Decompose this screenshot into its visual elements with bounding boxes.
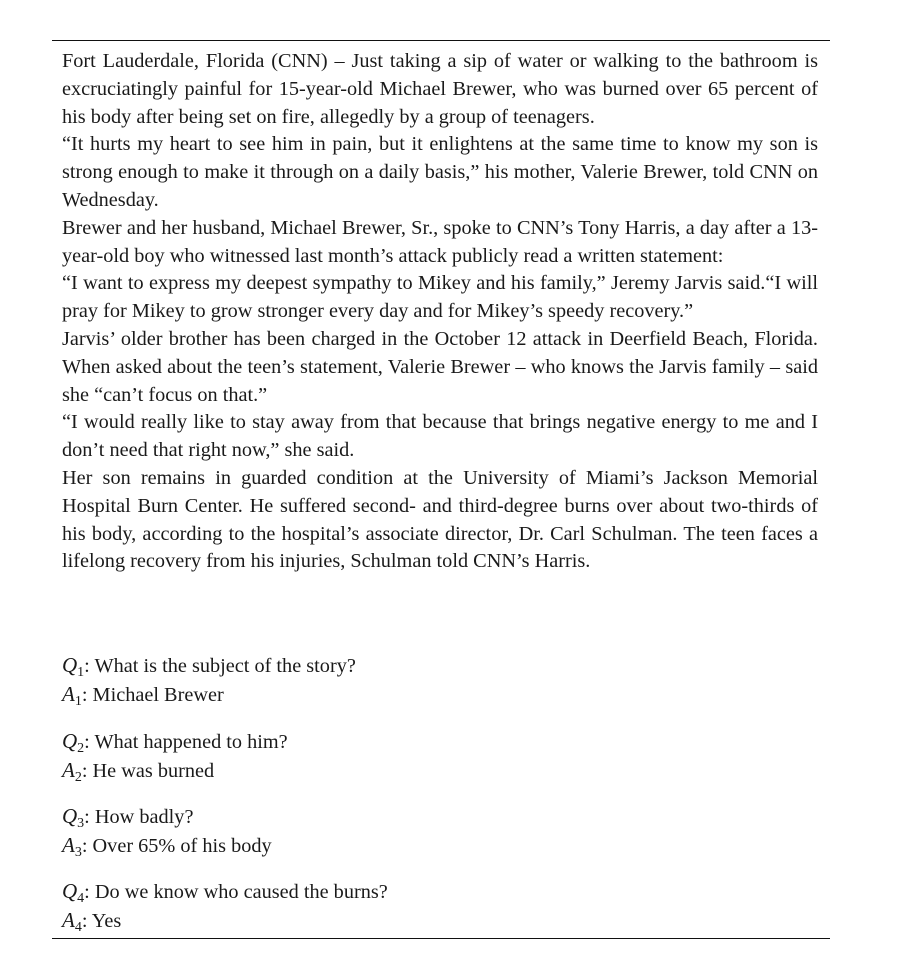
qa-pair-2 [62, 728, 818, 785]
story-paragraph: “It hurts my heart to see him in pain, but it enlightens at the same time to know my son is strong enough to make it through on a daily basis,” his mother, Valerie Brewer, told CNN on Wednesday. [62, 133, 818, 211]
answer-1: $A_1$: Michael Brewer [62, 681, 224, 709]
question-4: $Q_4$: Do we know who caused the burns? [62, 879, 388, 906]
answer-3: $A_3$: Over 65% of his body [62, 832, 272, 860]
story-paragraph: “I want to express my deepest sympathy to Mikey and his family,” Jeremy Jarvis said.“I will pray for Mikey to grow stronger every day and for Mikey’s speedy recovery.” [62, 272, 818, 323]
story-paragraph: Brewer and her husband, Michael Brewer, Sr., spoke to CNN’s Tony Harris, a day after a 13-year-old boy who witnessed last month’s attack publicly read a written statement: [62, 216, 818, 267]
story-paragraph: Fort Lauderdale, Florida (CNN) – Just taking a sip of water or walking to the bathroom is excruciatingly painful for 15-year-old Michael Brewer, who was burned over 65 percent of his body after being set on fire, allegedly by a group of teenagers. [62, 50, 818, 128]
bottom-rule [52, 938, 830, 939]
story-text [62, 48, 818, 576]
answer-4: $A_4$: Yes [62, 907, 122, 935]
top-rule [52, 40, 830, 41]
question-1: $Q_1$: What is the subject of the story? [62, 653, 356, 680]
story-paragraph: “I would really like to stay away from that because that brings negative energy to me and I don’t need that right now,” she said. [62, 411, 818, 462]
story-paragraph: Her son remains in guarded condition at the University of Miami’s Jackson Memorial Hospital Burn Center. He suffered second- and third-degree burns over about two-thirds of his body, according to the hospital’s associate director, Dr. Carl Schulman. The teen faces a lifelong recovery from his injuries, Schulman told CNN’s Harris. [62, 466, 818, 573]
question-2: $Q_2$: What happened to him? [62, 729, 288, 756]
qa-pair-1 [62, 652, 818, 709]
qa-pair-3 [62, 803, 818, 860]
question-3: $Q_3$: How badly? [62, 804, 194, 831]
qa-pair-4 [62, 878, 818, 935]
answer-2: $A_2$: He was burned [62, 757, 215, 785]
story-paragraph: Jarvis’ older brother has been charged in the October 12 attack in Deerfield Beach, Florida. When asked about the teen’s statement, Valerie Brewer – who knows the Jarvis family – said she “can’t focus on that.” [62, 327, 818, 406]
